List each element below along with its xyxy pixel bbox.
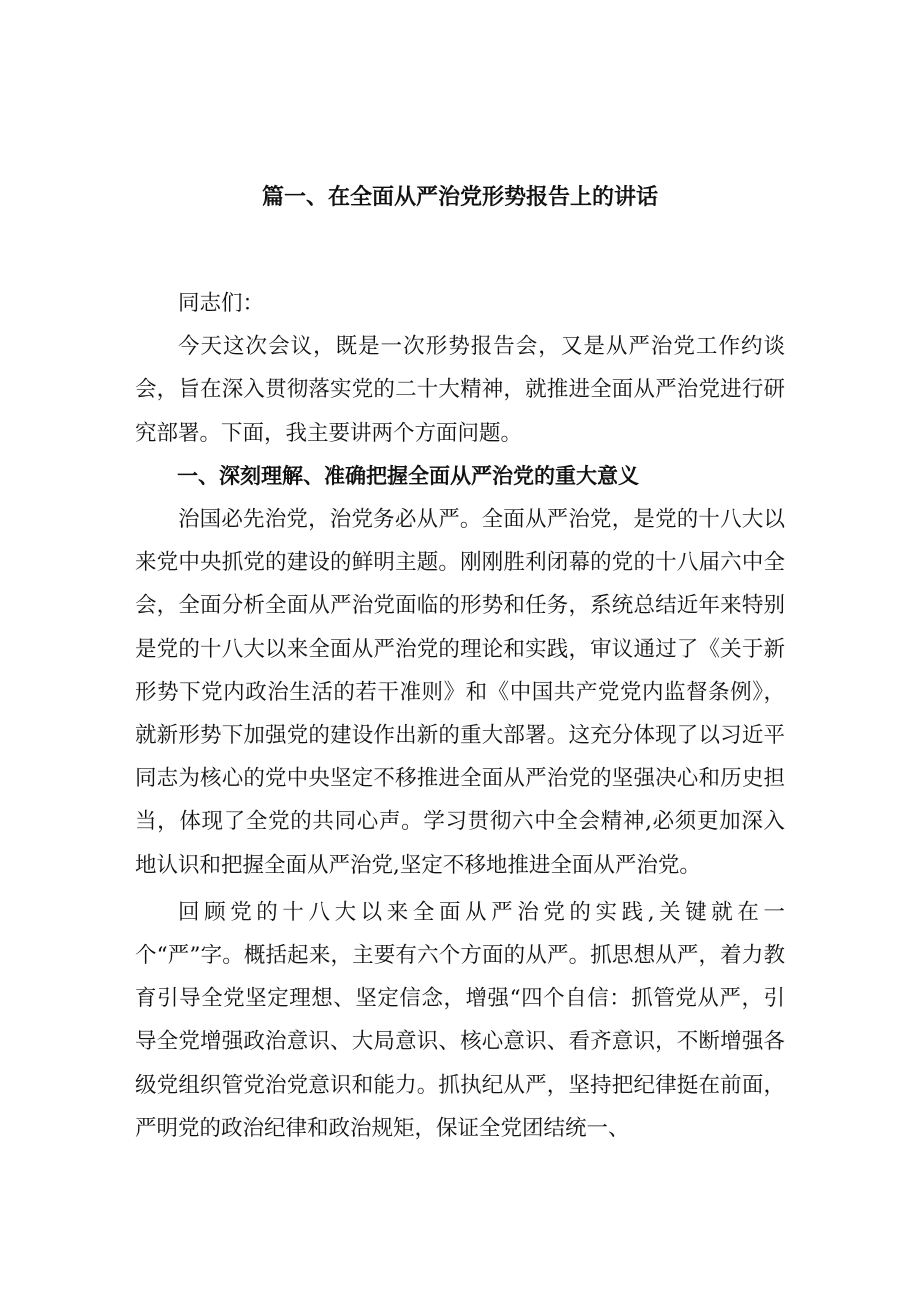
section-heading-1: 一、深刻理解、准确把握全面从严治党的重大意义	[177, 463, 639, 488]
document-title: 篇一、在全面从严治党形势报告上的讲话	[261, 185, 658, 210]
paragraph-intro: 今天这次会议，既是一次形势报告会，又是从严治党工作约谈会，旨在深入贯彻落实党的二十大精神，就推进全面从严治党进行研究部署。下面，我主要讲两个方面问题。	[135, 334, 785, 446]
document-body	[135, 282, 785, 1150]
paragraph-review: 回顾党的十八大以来全面从严治党的实践,关键就在一个“严”字。概括起来，主要有六个方面的从严。抓思想从严，着力教育引导全党坚定理想、坚定信念，增强“四个自信：抓管党从严，引导全党增强政治意识、大局意识、核心意识、看齐意识，不断增强各级党组织管党治党意识和能力。抓执纪从严，坚持把纪律挺在前面，严明党的政治纪律和政治规矩，保证全党团结统一、	[135, 899, 785, 1141]
salutation: 同志们：	[178, 291, 265, 316]
paragraph-significance: 治国必先治党，治党务必从严。全面从严治党，是党的十八大以来党中央抓党的建设的鲜明主题。刚刚胜利闭幕的党的十八届六中全会，全面分析全面从严治党面临的形势和任务，系统总结近年来特别是党的十八大以来全面从严治党的理论和实践，审议通过了《关于新形势下党内政治生活的若干准则》和《中国共产党党内监督条例》，就新形势下加强党的建设作出新的重大部署。这充分体现了以习近平同志为核心的党中央坚定不移推进全面从严治党的坚强决心和历史担当，体现了全党的共同心声。学习贯彻六中全会精神,必须更加深入地认识和把握全面从严治党,坚定不移地推进全面从严治党。	[135, 507, 785, 878]
